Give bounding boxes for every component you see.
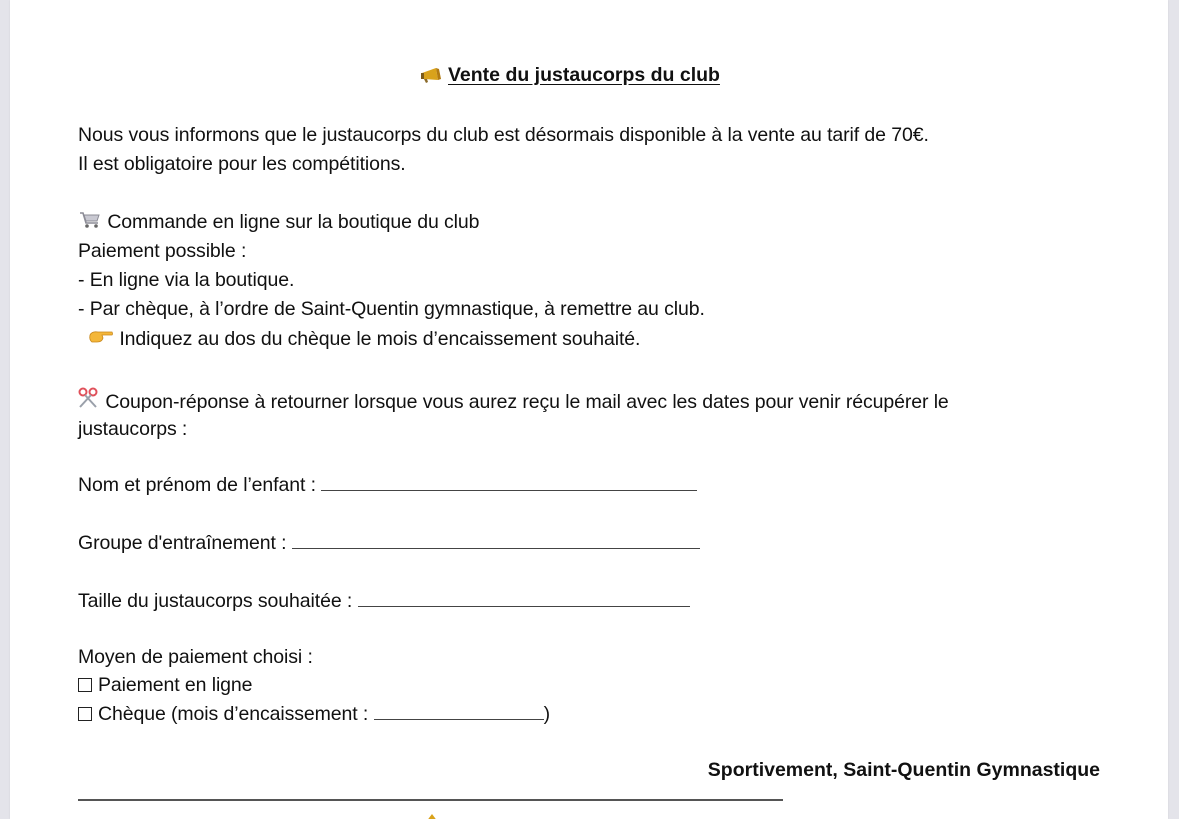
- shopping-cart-icon: [78, 210, 102, 230]
- signoff: Sportivement, Saint-Quentin Gymnastique: [707, 759, 1100, 781]
- child-name-input[interactable]: [321, 476, 697, 491]
- payment-method-cheque: [78, 702, 550, 726]
- megaphone-icon: [422, 812, 444, 819]
- cheque-note: [88, 327, 640, 351]
- payment-option-cheque: - Par chèque, à l’ordre de Saint-Quentin gymnastique, à remettre au club.: [78, 298, 705, 320]
- title-text: Vente du justaucorps du club: [448, 64, 720, 86]
- field-child-name-label: Nom et prénom de l’enfant :: [78, 474, 316, 496]
- size-input[interactable]: [358, 592, 690, 607]
- payment-option-online: - En ligne via la boutique.: [78, 269, 295, 291]
- megaphone-icon: [420, 67, 444, 85]
- field-size: [78, 589, 690, 613]
- field-training-group-label: Groupe d'entraînement :: [78, 532, 287, 554]
- document-page: [10, 0, 1168, 819]
- coupon-line-2: justaucorps :: [78, 418, 188, 440]
- document-title: [420, 64, 720, 87]
- coupon-line-1-text: Coupon-réponse à retourner lorsque vous aurez reçu le mail avec les dates pour venir récupérer le: [105, 391, 949, 413]
- field-child-name: [78, 473, 697, 497]
- payment-method-online: [78, 673, 252, 697]
- scissors-icon: [78, 387, 100, 409]
- training-group-input[interactable]: [292, 534, 700, 549]
- field-size-label: Taille du justaucorps souhaitée :: [78, 590, 353, 612]
- separator-line: [78, 799, 783, 801]
- field-training-group: [78, 531, 700, 555]
- online-payment-label: Paiement en ligne: [98, 674, 253, 696]
- online-payment-checkbox[interactable]: [78, 678, 92, 692]
- cheque-month-input[interactable]: [374, 705, 544, 720]
- pointing-hand-icon: [88, 328, 114, 344]
- cheque-payment-label: Chèque (mois d’encaissement :: [98, 703, 369, 725]
- coupon-line-1: [78, 387, 949, 414]
- intro-line-2: Il est obligatoire pour les compétitions.: [78, 153, 406, 175]
- cheque-close-paren: ): [543, 703, 550, 725]
- cheque-payment-checkbox[interactable]: [78, 707, 92, 721]
- cheque-note-text: Indiquez au dos du chèque le mois d’encaissement souhaité.: [119, 328, 641, 350]
- intro-line-1: Nous vous informons que le justaucorps du club est désormais disponible à la vente au tarif de 70€.: [78, 124, 929, 146]
- order-heading-text: Commande en ligne sur la boutique du club: [107, 211, 480, 233]
- payment-method-label: Moyen de paiement choisi :: [78, 646, 313, 668]
- payment-possible-label: Paiement possible :: [78, 240, 247, 262]
- order-heading: [78, 210, 479, 234]
